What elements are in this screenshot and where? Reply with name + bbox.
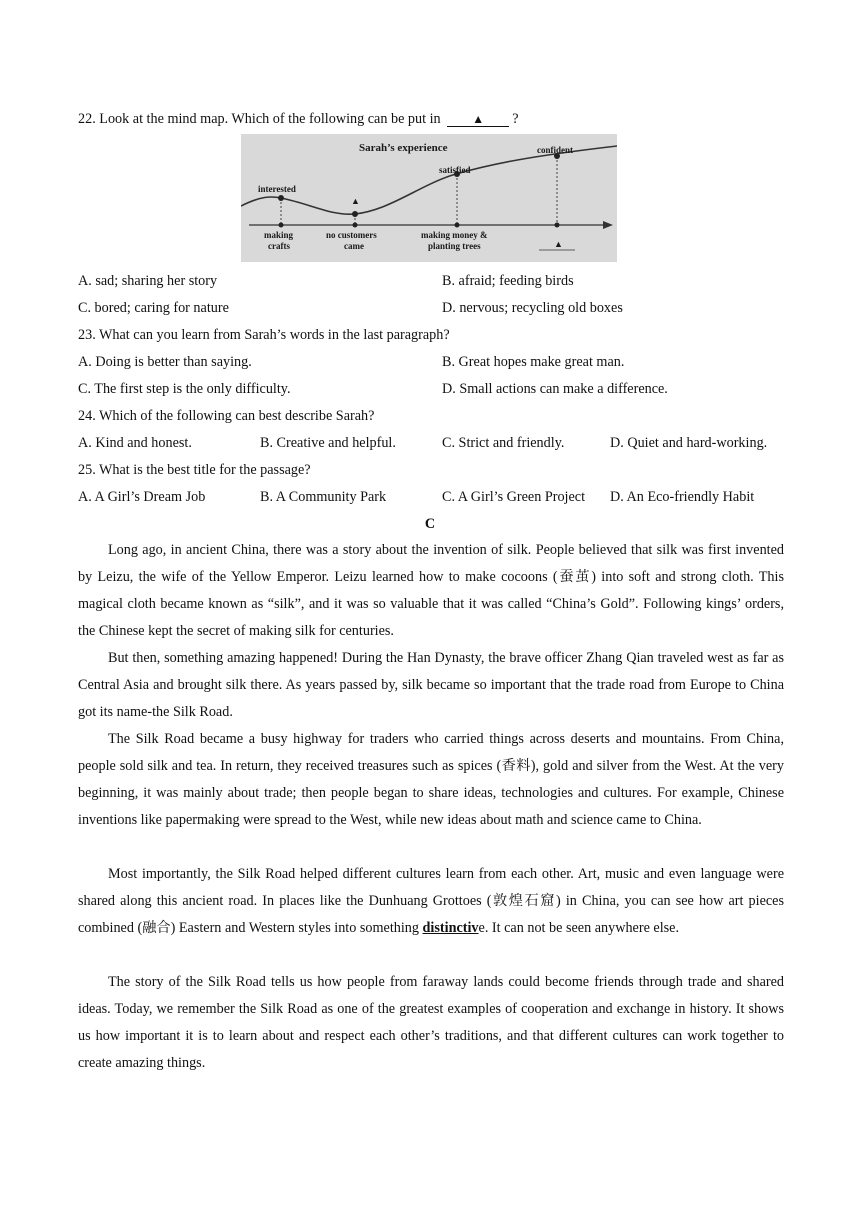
section-heading: C xyxy=(424,516,436,532)
option-a: A. A Girl’s Dream Job xyxy=(78,489,206,505)
question-24-text: 24. Which of the following can best describe Sarah? xyxy=(78,408,375,424)
option-c: C. Strict and friendly. xyxy=(442,435,565,451)
option-a: A. sad; sharing her story xyxy=(78,273,218,289)
option-c: C. A Girl’s Green Project xyxy=(442,489,586,505)
feeling-label: interested xyxy=(258,184,296,194)
event-label: making xyxy=(264,230,294,240)
option-d: D. nervous; recycling old boxes xyxy=(442,300,623,316)
mind-map-diagram xyxy=(241,134,617,262)
option-b: B. A Community Park xyxy=(260,489,387,505)
option-d: D. An Eco-friendly Habit xyxy=(610,489,755,505)
option-b: B. Creative and helpful. xyxy=(260,435,396,451)
event-label: came xyxy=(344,241,364,251)
option-d: D. Small actions can make a difference. xyxy=(442,381,668,397)
paragraph-2: But then, something amazing happened! During the Han Dynasty, the brave officer Zhang Qian traveled west as far as Central Asia and brought silk there. As years passed by, silk became so important that the trade road from Europe to China got its name-the Silk Road. xyxy=(78,650,784,720)
option-b: B. Great hopes make great man. xyxy=(442,354,625,370)
option-d: D. Quiet and hard-working. xyxy=(610,435,768,451)
event-label: planting trees xyxy=(428,241,481,251)
question-22-text: 22. Look at the mind map. Which of the following can be put in xyxy=(78,111,441,127)
option-c: C. The first step is the only difficulty. xyxy=(78,381,291,397)
feeling-label: satisfied xyxy=(439,165,471,175)
paragraph-4: Most importantly, the Silk Road helped different cultures learn from each other. Art, music and even language were shared along this ancient road. In places like the Dunhuang Grottoes (敦煌石窟) in China, you can see how art pieces combined (融合) Eastern and Western styles into something distinctive. It can not be seen anywhere else. xyxy=(78,866,784,936)
option-c: C. bored; caring for nature xyxy=(78,300,229,316)
answer-blank: ▲ xyxy=(447,112,509,127)
option-a: A. Doing is better than saying. xyxy=(78,354,252,370)
option-a: A. Kind and honest. xyxy=(78,435,192,451)
feeling-blank-mark: ▲ xyxy=(351,196,360,206)
event-label: no customers xyxy=(326,230,377,240)
question-23-text: 23. What can you learn from Sarah’s words in the last paragraph? xyxy=(78,327,450,343)
paragraph-5: The story of the Silk Road tells us how people from faraway lands could become friends through trade and shared ideas. Today, we remember the Silk Road as one of the greatest examples of cooperation and exchange in history. It shows us how important it is to learn about and respect each other’s traditions, and that different cultures can work together to create amazing things. xyxy=(78,974,784,1071)
question-22: 22. Look at the mind map. Which of the following can be put in ▲ ? xyxy=(78,111,519,127)
event-label: crafts xyxy=(268,241,290,251)
underlined-word: distinctiv xyxy=(422,920,479,936)
event-blank-mark: ▲ xyxy=(554,239,563,249)
event-label: making money & xyxy=(421,230,488,240)
mind-map-title: Sarah’s experience xyxy=(359,142,448,154)
question-25-text: 25. What is the best title for the passage? xyxy=(78,462,311,478)
feeling-label: confident xyxy=(537,145,573,155)
paragraph-3: The Silk Road became a busy highway for traders who carried things across deserts and mountains. From China, people sold silk and tea. In return, they received treasures such as spices (香料), gold and silver from the West. At the very beginning, it was mainly about trade; then people began to share ideas, technologies and cultures. For example, Chinese inventions like papermaking were spread to the West, while new ideas about math and science came to China. xyxy=(78,731,784,828)
mind-map-image xyxy=(241,134,617,262)
option-b: B. afraid; feeding birds xyxy=(442,273,574,289)
paragraph-1: Long ago, in ancient China, there was a story about the invention of silk. People believed that silk was first invented by Leizu, the wife of the Yellow Emperor. Leizu learned how to make cocoons (蚕茧) into soft and strong cloth. This magical cloth became known as “silk”, and it was so valuable that it was called “China’s Gold”. Following kings’ orders, the Chinese kept the secret of making silk for centuries. xyxy=(78,542,784,639)
